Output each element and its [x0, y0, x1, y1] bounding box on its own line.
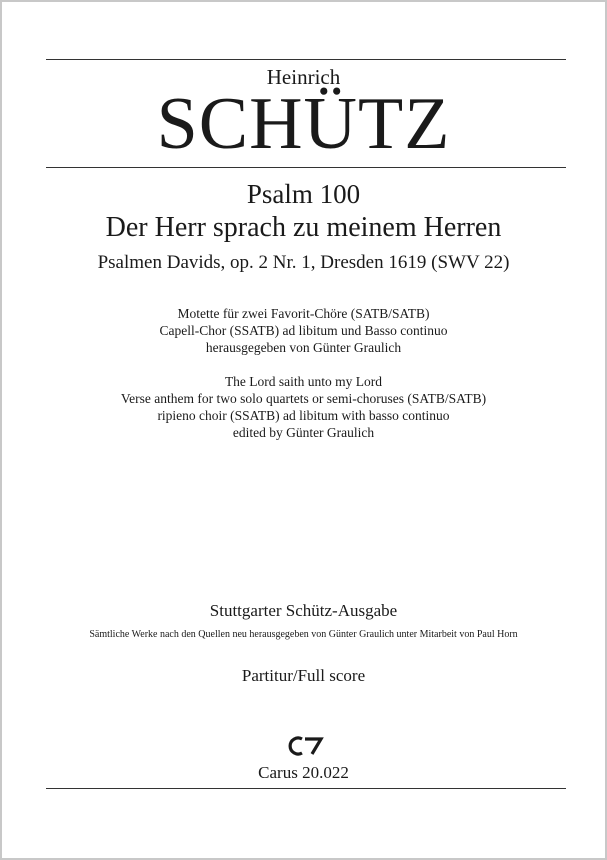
description-line: Capell-Chor (SSATB) ad libitum und Basso continuo: [159, 323, 448, 338]
score-type: Partitur/Full score: [241, 666, 366, 685]
work-title: Der Herr sprach zu meinem Herren: [105, 212, 502, 243]
psalm-number: Psalm 100: [246, 179, 361, 209]
composer-first-name: Heinrich: [266, 65, 341, 89]
title-rule: [46, 167, 566, 168]
description-german: [2, 305, 605, 356]
series-note: Sämtliche Werke nach den Quellen neu herausgegeben von Günter Graulich unter Mitarbeit von Paul Horn: [89, 629, 518, 640]
bottom-rule: [46, 788, 566, 789]
description-line: The Lord saith unto my Lord: [224, 374, 383, 389]
description-line: edited by Günter Graulich: [232, 425, 375, 440]
series-name: Stuttgarter Schütz-Ausgabe: [209, 601, 398, 620]
description-line: Verse anthem for two solo quartets or semi-choruses (SATB/SATB): [120, 391, 487, 406]
description-english: [2, 373, 605, 441]
catalog-number: Carus 20.022: [258, 763, 349, 782]
carus-logo: [285, 735, 325, 757]
description-line: Motette für zwei Favorit-Chöre (SATB/SATB): [177, 306, 430, 321]
work-subtitle: Psalmen Davids, op. 2 Nr. 1, Dresden 1619 (SWV 22): [97, 252, 510, 273]
composer-last-name: SCHÜTZ: [156, 83, 451, 165]
description-line: ripieno choir (SSATB) ad libitum with basso continuo: [157, 408, 450, 423]
description-line: herausgegeben von Günter Graulich: [205, 340, 402, 355]
top-rule: [46, 59, 566, 60]
